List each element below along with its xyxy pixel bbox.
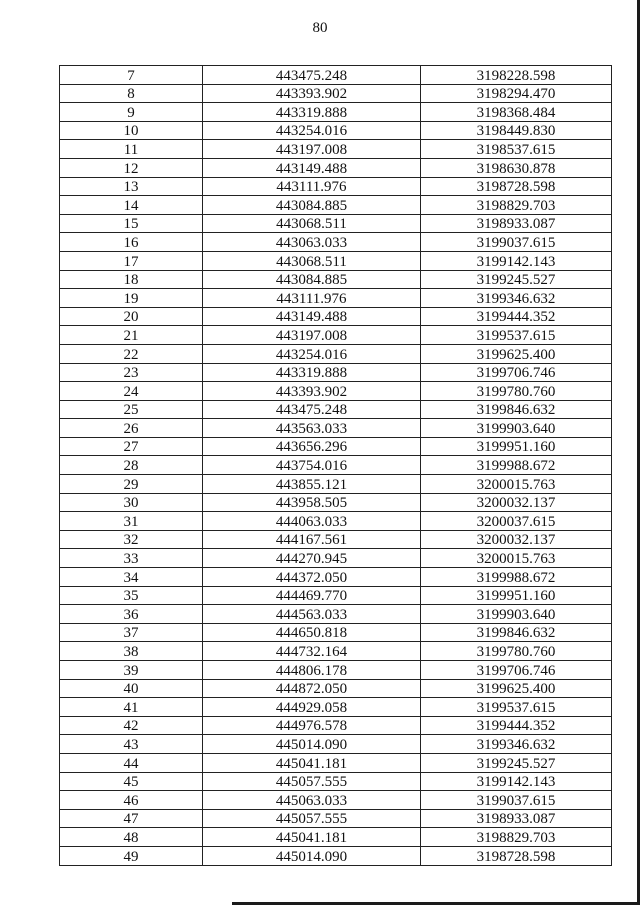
table-row (60, 475, 612, 494)
y-coordinate-cell: 3199780.760 (421, 382, 612, 401)
point-number-cell: 31 (60, 512, 203, 531)
y-coordinate-cell: 3198933.087 (421, 809, 612, 828)
point-number-cell: 48 (60, 828, 203, 847)
x-coordinate-cell: 443754.016 (203, 456, 421, 475)
table-row (60, 753, 612, 772)
y-coordinate-cell: 3199988.672 (421, 456, 612, 475)
x-coordinate-cell: 444806.178 (203, 661, 421, 680)
point-number-cell: 36 (60, 605, 203, 624)
point-number-cell: 22 (60, 344, 203, 363)
point-number-cell: 32 (60, 530, 203, 549)
x-coordinate-cell: 443084.885 (203, 196, 421, 215)
table-row (60, 270, 612, 289)
x-coordinate-cell: 443656.296 (203, 437, 421, 456)
table-row (60, 84, 612, 103)
x-coordinate-cell: 443958.505 (203, 493, 421, 512)
y-coordinate-cell: 3199903.640 (421, 419, 612, 438)
x-coordinate-cell: 443319.888 (203, 103, 421, 122)
y-coordinate-cell: 3198228.598 (421, 66, 612, 85)
table-row (60, 791, 612, 810)
x-coordinate-cell: 445057.555 (203, 809, 421, 828)
x-coordinate-cell: 444270.945 (203, 549, 421, 568)
point-number-cell: 42 (60, 716, 203, 735)
table-row (60, 716, 612, 735)
table-row (60, 344, 612, 363)
y-coordinate-cell: 3198294.470 (421, 84, 612, 103)
point-number-cell: 43 (60, 735, 203, 754)
table-row (60, 493, 612, 512)
table-row (60, 586, 612, 605)
y-coordinate-cell: 3200037.615 (421, 512, 612, 531)
point-number-cell: 25 (60, 400, 203, 419)
x-coordinate-cell: 443254.016 (203, 121, 421, 140)
table-row (60, 196, 612, 215)
page-number: 80 (312, 20, 328, 36)
table-row (60, 568, 612, 587)
y-coordinate-cell: 3199846.632 (421, 623, 612, 642)
table-row (60, 140, 612, 159)
y-coordinate-cell: 3199903.640 (421, 605, 612, 624)
point-number-cell: 15 (60, 214, 203, 233)
y-coordinate-cell: 3198449.830 (421, 121, 612, 140)
y-coordinate-cell: 3200015.763 (421, 475, 612, 494)
y-coordinate-cell: 3199780.760 (421, 642, 612, 661)
y-coordinate-cell: 3199444.352 (421, 307, 612, 326)
table-row (60, 679, 612, 698)
table-row (60, 549, 612, 568)
point-number-cell: 45 (60, 772, 203, 791)
table-row (60, 772, 612, 791)
y-coordinate-cell: 3198829.703 (421, 196, 612, 215)
x-coordinate-cell: 443149.488 (203, 307, 421, 326)
x-coordinate-cell: 443063.033 (203, 233, 421, 252)
point-number-cell: 21 (60, 326, 203, 345)
point-number-cell: 49 (60, 846, 203, 865)
point-number-cell: 41 (60, 698, 203, 717)
x-coordinate-cell: 443475.248 (203, 66, 421, 85)
y-coordinate-cell: 3198537.615 (421, 140, 612, 159)
x-coordinate-cell: 443068.511 (203, 251, 421, 270)
coordinates-table-body (60, 66, 612, 866)
table-row (60, 103, 612, 122)
table-row (60, 233, 612, 252)
y-coordinate-cell: 3198630.878 (421, 158, 612, 177)
table-row (60, 158, 612, 177)
x-coordinate-cell: 444167.561 (203, 530, 421, 549)
x-coordinate-cell: 445014.090 (203, 846, 421, 865)
y-coordinate-cell: 3199988.672 (421, 568, 612, 587)
point-number-cell: 34 (60, 568, 203, 587)
y-coordinate-cell: 3198933.087 (421, 214, 612, 233)
table-row (60, 400, 612, 419)
y-coordinate-cell: 3199625.400 (421, 344, 612, 363)
point-number-cell: 33 (60, 549, 203, 568)
y-coordinate-cell: 3198728.598 (421, 846, 612, 865)
table-row (60, 623, 612, 642)
y-coordinate-cell: 3199037.615 (421, 233, 612, 252)
table-row (60, 809, 612, 828)
point-number-cell: 30 (60, 493, 203, 512)
x-coordinate-cell: 444650.818 (203, 623, 421, 642)
point-number-cell: 47 (60, 809, 203, 828)
point-number-cell: 27 (60, 437, 203, 456)
point-number-cell: 13 (60, 177, 203, 196)
y-coordinate-cell: 3199245.527 (421, 270, 612, 289)
coordinates-table (59, 65, 612, 866)
table-row (60, 828, 612, 847)
x-coordinate-cell: 445041.181 (203, 828, 421, 847)
table-row (60, 121, 612, 140)
x-coordinate-cell: 443084.885 (203, 270, 421, 289)
point-number-cell: 44 (60, 753, 203, 772)
point-number-cell: 24 (60, 382, 203, 401)
table-row (60, 846, 612, 865)
table-row (60, 382, 612, 401)
y-coordinate-cell: 3200032.137 (421, 493, 612, 512)
point-number-cell: 29 (60, 475, 203, 494)
y-coordinate-cell: 3199142.143 (421, 772, 612, 791)
x-coordinate-cell: 443855.121 (203, 475, 421, 494)
x-coordinate-cell: 444469.770 (203, 586, 421, 605)
table-row (60, 419, 612, 438)
x-coordinate-cell: 443393.902 (203, 84, 421, 103)
point-number-cell: 46 (60, 791, 203, 810)
point-number-cell: 37 (60, 623, 203, 642)
x-coordinate-cell: 443393.902 (203, 382, 421, 401)
y-coordinate-cell: 3198368.484 (421, 103, 612, 122)
table-row (60, 605, 612, 624)
x-coordinate-cell: 444372.050 (203, 568, 421, 587)
y-coordinate-cell: 3199951.160 (421, 437, 612, 456)
point-number-cell: 17 (60, 251, 203, 270)
y-coordinate-cell: 3199245.527 (421, 753, 612, 772)
x-coordinate-cell: 445063.033 (203, 791, 421, 810)
point-number-cell: 26 (60, 419, 203, 438)
y-coordinate-cell: 3199706.746 (421, 661, 612, 680)
x-coordinate-cell: 443149.488 (203, 158, 421, 177)
y-coordinate-cell: 3199706.746 (421, 363, 612, 382)
table-row (60, 214, 612, 233)
table-row (60, 735, 612, 754)
table-row (60, 326, 612, 345)
table-row (60, 698, 612, 717)
y-coordinate-cell: 3199846.632 (421, 400, 612, 419)
x-coordinate-cell: 443197.008 (203, 326, 421, 345)
point-number-cell: 20 (60, 307, 203, 326)
x-coordinate-cell: 443068.511 (203, 214, 421, 233)
point-number-cell: 35 (60, 586, 203, 605)
x-coordinate-cell: 444976.578 (203, 716, 421, 735)
table-row (60, 66, 612, 85)
point-number-cell: 40 (60, 679, 203, 698)
table-row (60, 437, 612, 456)
point-number-cell: 9 (60, 103, 203, 122)
y-coordinate-cell: 3199142.143 (421, 251, 612, 270)
point-number-cell: 23 (60, 363, 203, 382)
x-coordinate-cell: 443111.976 (203, 177, 421, 196)
table-row (60, 456, 612, 475)
point-number-cell: 12 (60, 158, 203, 177)
y-coordinate-cell: 3199346.632 (421, 735, 612, 754)
y-coordinate-cell: 3199951.160 (421, 586, 612, 605)
table-row (60, 289, 612, 308)
point-number-cell: 8 (60, 84, 203, 103)
y-coordinate-cell: 3199444.352 (421, 716, 612, 735)
y-coordinate-cell: 3199346.632 (421, 289, 612, 308)
table-row (60, 307, 612, 326)
table-row (60, 661, 612, 680)
table-row (60, 530, 612, 549)
y-coordinate-cell: 3200015.763 (421, 549, 612, 568)
point-number-cell: 19 (60, 289, 203, 308)
x-coordinate-cell: 444563.033 (203, 605, 421, 624)
x-coordinate-cell: 444929.058 (203, 698, 421, 717)
y-coordinate-cell: 3198829.703 (421, 828, 612, 847)
point-number-cell: 14 (60, 196, 203, 215)
x-coordinate-cell: 445014.090 (203, 735, 421, 754)
point-number-cell: 38 (60, 642, 203, 661)
table-row (60, 251, 612, 270)
x-coordinate-cell: 443563.033 (203, 419, 421, 438)
y-coordinate-cell: 3199537.615 (421, 698, 612, 717)
x-coordinate-cell: 443319.888 (203, 363, 421, 382)
x-coordinate-cell: 444732.164 (203, 642, 421, 661)
x-coordinate-cell: 444063.033 (203, 512, 421, 531)
x-coordinate-cell: 443475.248 (203, 400, 421, 419)
y-coordinate-cell: 3199037.615 (421, 791, 612, 810)
x-coordinate-cell: 443111.976 (203, 289, 421, 308)
y-coordinate-cell: 3198728.598 (421, 177, 612, 196)
x-coordinate-cell: 443254.016 (203, 344, 421, 363)
table-row (60, 512, 612, 531)
x-coordinate-cell: 444872.050 (203, 679, 421, 698)
x-coordinate-cell: 445057.555 (203, 772, 421, 791)
x-coordinate-cell: 443197.008 (203, 140, 421, 159)
point-number-cell: 18 (60, 270, 203, 289)
y-coordinate-cell: 3200032.137 (421, 530, 612, 549)
table-row (60, 363, 612, 382)
point-number-cell: 7 (60, 66, 203, 85)
point-number-cell: 11 (60, 140, 203, 159)
table-row (60, 642, 612, 661)
y-coordinate-cell: 3199537.615 (421, 326, 612, 345)
y-coordinate-cell: 3199625.400 (421, 679, 612, 698)
point-number-cell: 16 (60, 233, 203, 252)
table-row (60, 177, 612, 196)
point-number-cell: 39 (60, 661, 203, 680)
point-number-cell: 10 (60, 121, 203, 140)
x-coordinate-cell: 445041.181 (203, 753, 421, 772)
point-number-cell: 28 (60, 456, 203, 475)
